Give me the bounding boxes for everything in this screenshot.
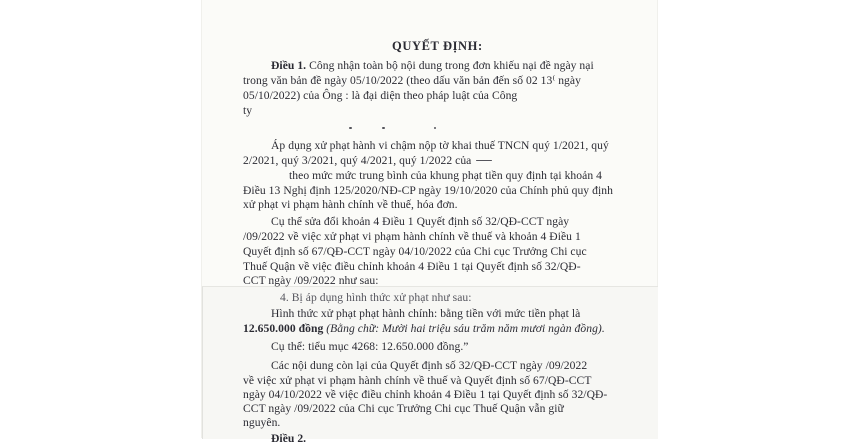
penalty-line-4: Điều 13 Nghị định 125/2020/NĐ-CP ngày 19/10/2020 của Chính phủ quy định	[243, 184, 613, 197]
article-1-line-4: ty	[243, 104, 253, 117]
remaining-content-line-2: về việc xử phạt vi phạm hành chính về thuế và Quyết định số 67/QĐ-CCT	[243, 374, 592, 387]
penalty-amount: 12.650.000 đồng	[243, 322, 324, 335]
redaction-mark	[476, 160, 492, 161]
article-1-line-1: Điều 1. Công nhận toàn bộ nội dung trong đơn khiếu nại đề ngày nại	[271, 59, 594, 72]
decision-title: QUYẾT ĐỊNH:	[392, 39, 483, 53]
penalty-line-5: xử phạt vi phạm hành chính về thuế, hóa đơn.	[243, 198, 458, 211]
sub-item-line: Cụ thể: tiểu mục 4268: 12.650.000 đồng.”	[271, 340, 469, 353]
article-1-label: Điều 1.	[271, 59, 307, 72]
amendment-line-1: Cụ thể sửa đổi khoản 4 Điều 1 Quyết định số 32/QĐ-CCT ngày	[271, 215, 570, 228]
redaction-mark	[349, 127, 352, 129]
article-1-line-2: trong văn bản đề ngày 05/10/2022 (theo dấu văn bản đến số 02 13⁽ ngày	[243, 74, 581, 87]
remaining-content-line-3: ngày 04/10/2022 về việc điều chỉnh khoản 4 Điều 1 tại Quyết định số 32/QĐ-	[243, 388, 608, 401]
amendment-line-2: /09/2022 về việc xử phạt vi phạm hành chính về thuế và khoản 4 Điều 1	[243, 230, 581, 243]
penalty-line-1: Áp dụng xử phạt hành vi chậm nộp tờ khai thuế TNCN quý 1/2021, quý	[271, 139, 609, 152]
remaining-content-line-5: nguyên.	[243, 416, 281, 429]
penalty-line-3: theo mức mức trung bình của khung phạt tiền quy định tại khoản 4	[289, 169, 602, 182]
article-1-line-3: 05/10/2022) của Ông : là đại diện theo pháp luật của Công	[243, 89, 518, 102]
penalty-form-line-2	[243, 322, 605, 335]
redaction-mark	[382, 127, 385, 129]
article-2-label: Điều 2.	[271, 432, 307, 445]
penalty-form-line-1: Hình thức xử phạt phạt hành chính: bằng tiền với mức tiền phạt là	[271, 307, 581, 320]
penalty-form-heading: 4. Bị áp dụng hình thức xử phạt như sau:	[280, 291, 472, 304]
amendment-line-4: Thuế Quận về việc điều chỉnh khoản 4 Điều 1 tại Quyết định số 32/QĐ-	[243, 260, 581, 273]
amendment-line-3: Quyết định số 67/QĐ-CCT ngày 04/10/2022 của Chi cục Trưởng Chi cục	[243, 245, 587, 258]
amendment-line-5: CCT ngày /09/2022 như sau:	[243, 274, 379, 287]
remaining-content-line-4: CCT ngày /09/2022 của Chi cục Trưởng Chi cục Thuế Quận vẫn giữ	[243, 402, 564, 415]
penalty-line-2: 2/2021, quý 3/2021, quý 4/2021, quý 1/2022 của	[243, 154, 472, 167]
redaction-mark	[434, 127, 436, 129]
remaining-content-line-1: Các nội dung còn lại của Quyết định số 32/QĐ-CCT ngày /09/2022	[271, 359, 588, 372]
penalty-amount-in-words: (Bằng chữ: Mười hai triệu sáu trăm năm mươi ngàn đồng).	[323, 322, 605, 335]
